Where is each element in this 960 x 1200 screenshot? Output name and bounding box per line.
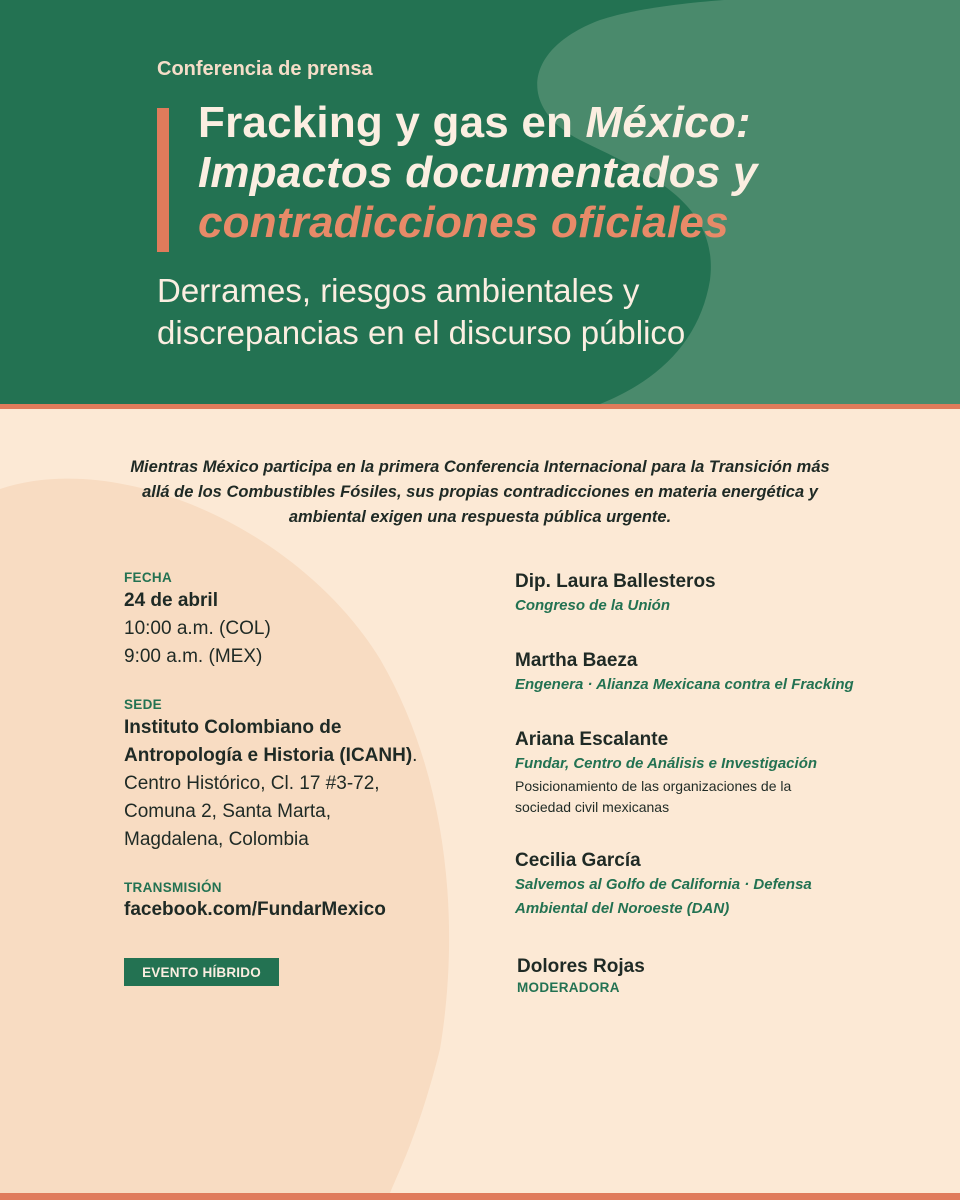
title-line1-a: Fracking y gas en	[198, 98, 586, 147]
speaker-item	[515, 570, 915, 618]
venue-address-line1: Centro Histórico, Cl. 17 #3-72,	[124, 773, 380, 794]
event-time-col: 10:00 a.m. (COL)	[124, 618, 271, 639]
speakers-list	[515, 570, 915, 921]
speaker-note: Posicionamiento de las organizaciones de la sociedad civil mexicanas	[515, 778, 792, 815]
speaker-item	[515, 849, 915, 921]
moderator-block	[517, 955, 645, 997]
speaker-org: Fundar, Centro de Análisis e Investigación	[515, 755, 818, 772]
speaker-name: Dip. Laura Ballesteros	[515, 571, 716, 592]
hybrid-event-badge: EVENTO HÍBRIDO	[124, 958, 279, 986]
title-line1-b: México:	[585, 98, 751, 147]
stream-link[interactable]: facebook.com/FundarMexico	[124, 899, 386, 920]
page-title	[198, 98, 758, 248]
venue-address-line2: Comuna 2, Santa Marta,	[124, 801, 331, 822]
footer-divider	[0, 1193, 960, 1200]
event-type: Conferencia de prensa	[157, 58, 373, 80]
speaker-item	[515, 728, 915, 818]
venue-address-line3: Magdalena, Colombia	[124, 829, 309, 850]
venue-suffix: .	[412, 745, 418, 766]
speaker-item	[515, 649, 915, 697]
speaker-org: Salvemos al Golfo de California · Defensa Ambiental del Noroeste (DAN)	[515, 876, 812, 917]
moderator-name: Dolores Rojas	[517, 956, 645, 977]
venue-name	[124, 714, 454, 770]
stream-block	[124, 880, 454, 923]
fecha-label: FECHA	[124, 570, 172, 585]
event-date: 24 de abril	[124, 590, 218, 611]
speaker-name: Ariana Escalante	[515, 729, 669, 750]
venue-name-text: Instituto Colombiano de Antropología e Historia (ICANH)	[124, 717, 413, 766]
moderator-role: MODERADORA	[517, 980, 620, 995]
event-time-mex: 9:00 a.m. (MEX)	[124, 646, 263, 667]
speaker-name: Martha Baeza	[515, 650, 638, 671]
speaker-org: Engenera · Alianza Mexicana contra el Fracking	[515, 676, 854, 693]
speaker-name: Cecilia García	[515, 850, 641, 871]
date-block	[124, 570, 454, 671]
sede-label: SEDE	[124, 697, 162, 712]
title-line3: contradicciones oficiales	[198, 198, 729, 247]
speaker-org: Congreso de la Unión	[515, 597, 671, 614]
title-accent-bar	[157, 108, 169, 252]
title-line2: Impactos documentados y	[198, 148, 758, 197]
intro-text: Mientras México participa en la primera Conferencia Internacional para la Transición más allá de los Combustibles Fósiles, sus propias contradicciones en materia energética y ambiental exigen una respuesta pública urgente.	[130, 458, 830, 526]
subtitle: Derrames, riesgos ambientales y discrepancias en el discurso público	[157, 272, 686, 351]
venue-block	[124, 697, 454, 854]
transmision-label: TRANSMISIÓN	[124, 880, 222, 895]
event-details	[124, 570, 454, 923]
header-divider	[0, 404, 960, 409]
